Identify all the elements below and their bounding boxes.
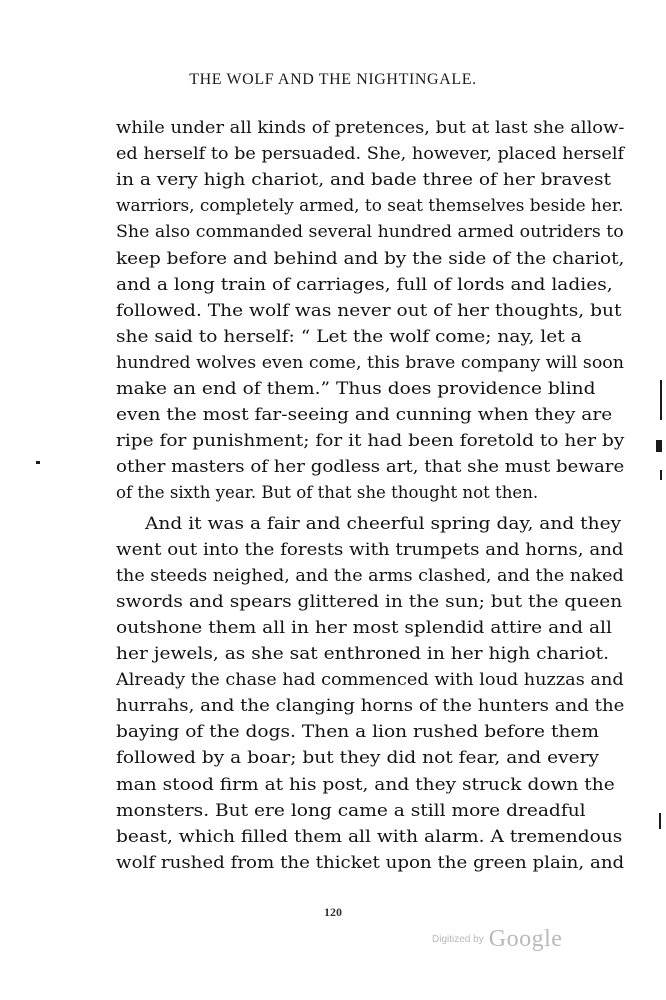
text-line: She also commanded several hundred armed outriders to — [116, 222, 624, 242]
text-line: outshone them all in her most splendid attire and all — [116, 617, 612, 637]
text-line: hurrahs, and the clanging horns of the hunters and the — [116, 696, 625, 716]
text-line: beast, which filled them all with alarm. A tremendous — [116, 826, 623, 846]
text-line: swords and spears glittered in the sun; but the queen — [116, 591, 623, 611]
text-line: And it was a fair and cheerful spring day, and they — [145, 513, 622, 533]
running-head: THE WOLF AND THE NIGHTINGALE. — [189, 71, 477, 88]
margin-mark — [656, 440, 662, 452]
text-line: the steeds neighed, and the arms clashed, and the naked — [116, 565, 624, 585]
watermark-prefix: Digitized by — [432, 934, 484, 945]
text-line: ed herself to be persuaded. She, however, placed herself — [116, 144, 624, 164]
text-line: of the sixth year. But of that she thought not then. — [116, 483, 539, 503]
text-line: hundred wolves even come, this brave company will soon — [116, 352, 625, 372]
text-line: in a very high chariot, and bade three of her bravest — [116, 170, 612, 190]
text-line: while under all kinds of pretences, but at last she allow- — [116, 118, 625, 137]
text-line: even the most far-seeing and cunning when they are — [116, 405, 613, 425]
text-line: Already the chase had commenced with loud huzzas and — [116, 670, 624, 690]
text-line: and a long train of carriages, full of lords and ladies, — [116, 274, 613, 294]
text-line: monsters. But ere long came a still more dreadful — [116, 800, 586, 820]
text-line: man stood firm at his post, and they struck down the — [116, 774, 615, 794]
text-line: baying of the dogs. Then a lion rushed before them — [116, 722, 600, 742]
text-line: she said to herself: “ Let the wolf come; nay, let a — [116, 326, 582, 346]
text-line: followed. The wolf was never out of her thoughts, but — [116, 300, 622, 320]
text-line: warriors, completely armed, to seat themselves beside her. — [116, 196, 624, 216]
margin-mark — [660, 470, 662, 480]
text-line: followed by a boar; but they did not fear, and every — [116, 748, 599, 768]
watermark-brand: Google — [488, 926, 563, 952]
text-line: other masters of her godless art, that she must beware — [116, 457, 625, 477]
text-line: her jewels, as she sat enthroned in her high chariot. — [116, 644, 610, 663]
text-line: ripe for punishment; for it had been foretold to her by — [116, 431, 625, 451]
text-line: keep before and behind and by the side of the chariot, — [116, 248, 625, 268]
margin-mark — [36, 461, 40, 464]
text-line: wolf rushed from the thicket upon the green plain, and — [116, 852, 625, 872]
margin-mark — [660, 380, 662, 420]
text-line: went out into the forests with trumpets and horns, and — [116, 539, 624, 559]
text-line: make an end of them.” Thus does providence blind — [116, 379, 596, 398]
margin-mark — [659, 813, 661, 829]
digitized-watermark — [432, 926, 562, 953]
page-number: 120 — [324, 905, 342, 919]
